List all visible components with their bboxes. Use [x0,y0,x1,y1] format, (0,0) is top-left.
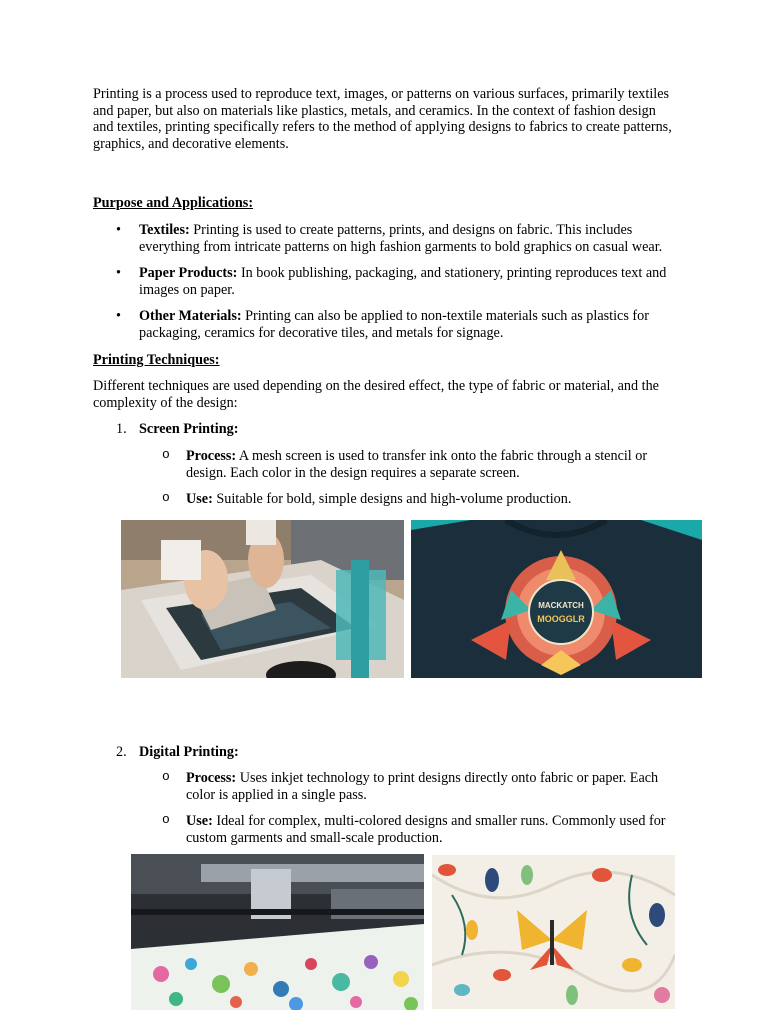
digital-printing-details [93,770,678,846]
intro-paragraph: Printing is a process used to reproduce text, images, or patterns on various surfaces, primarily textiles and paper, but also on materials like plastics, metals, and ceramics. In the context of fashion design and textiles, printing specifically refers to the method of applying designs to fabrics to create patterns, graphics, and decorative elements. [93,86,672,152]
list-item [186,770,678,803]
description: Suitable for bold, simple designs and high-volume production. [212,491,572,508]
digital-printer-photo [131,854,424,1010]
list-item [186,491,678,508]
item-number: 1. [116,421,127,438]
tshirt-text-top: MACKATCH [538,601,584,610]
purpose-heading: Purpose and Applications: [93,195,254,212]
term: Other Materials: [139,308,242,325]
techniques-heading: Printing Techniques: [93,351,220,368]
purpose-list [93,222,678,342]
description: A mesh screen is used to transfer ink onto the fabric through a stencil or design. Each color in the design requires a separate screen. [186,447,648,481]
screen-printing-photo [121,520,404,678]
term: Process: [186,770,237,787]
description: Printing can also be applied to non-textile materials such as plastics for packaging, ceramics for decorative tiles, and metals for signage. [139,308,649,341]
technique-title [93,744,678,761]
description: Ideal for complex, multi-colored designs and smaller runs. Commonly used for custom garments and small-scale production. [186,813,666,847]
tshirt-text-bottom: MOOGGLR [537,614,585,624]
item-number: 2. [116,743,127,760]
technique-name: Digital Printing: [139,743,239,760]
description: In book publishing, packaging, and stationery, printing reproduces text and images on paper. [139,265,667,298]
techniques-intro: Different techniques are used depending on the desired effect, the type of fabric or material, and the complexity of the design: [93,378,659,411]
screen-printing-details [93,448,678,508]
term: Use: [186,813,213,830]
technique-name: Screen Printing: [139,421,239,438]
technique-title [93,421,678,438]
list-item [139,308,678,341]
term: Process: [186,447,237,464]
floral-fabric-photo [432,855,675,1009]
list-item [139,265,678,298]
description: Printing is used to create patterns, prints, and designs on fabric. This includes everything from intricate patterns on high fashion garments to bold graphics on casual wear. [139,221,663,255]
term: Paper Products: [139,265,238,282]
list-item [139,222,678,255]
list-item [186,813,678,846]
printed-tshirt-photo [411,520,702,678]
document-page [93,86,678,857]
term: Textiles: [139,221,190,238]
term: Use: [186,491,213,508]
description: Uses inkjet technology to print designs directly onto fabric or paper. Each color is applied in a single pass. [186,770,659,803]
list-item [186,448,678,481]
